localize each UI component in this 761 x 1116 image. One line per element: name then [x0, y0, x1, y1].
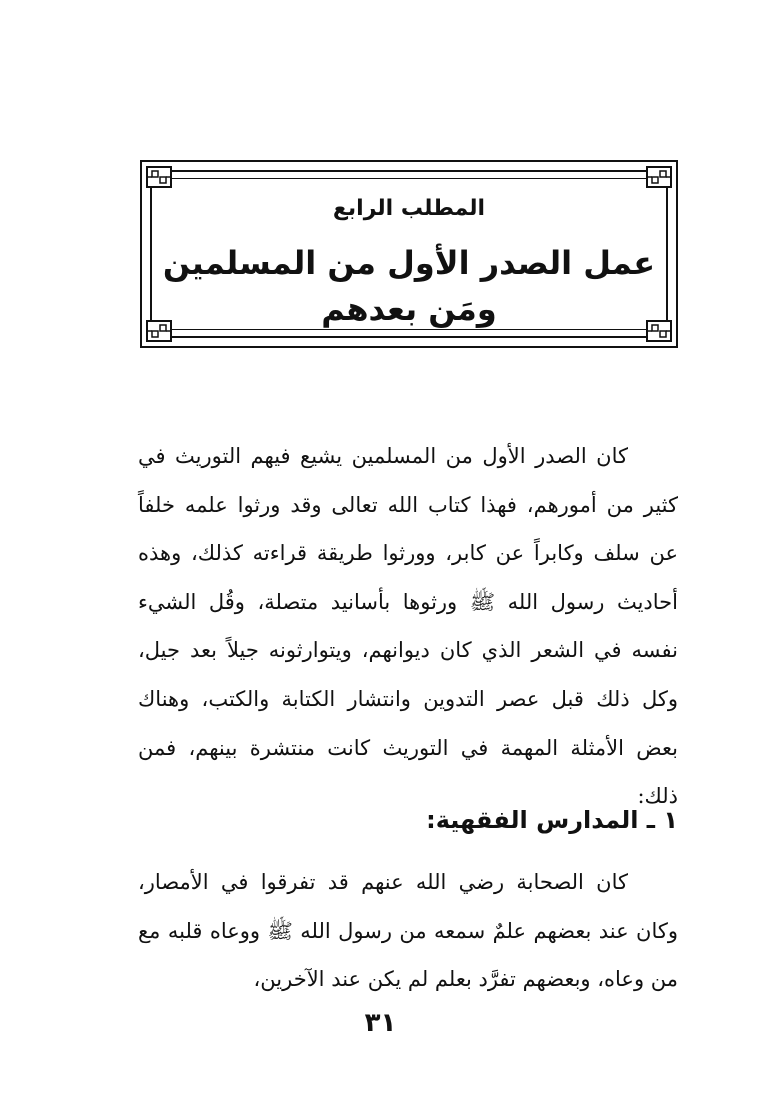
title-block — [142, 162, 676, 346]
section-label: المطلب الرابع — [332, 196, 486, 221]
page-number: ٣١ — [364, 1008, 397, 1038]
chapter-title-line2: ومَن بعدهم — [321, 290, 497, 328]
chapter-title-line1: عمل الصدر الأول من المسلمين — [162, 244, 656, 282]
chapter-title — [142, 240, 676, 332]
intro-paragraph-text: كان الصدر الأول من المسلمين يشيع فيهم التوريث في كثير من أمورهم، فهذا كتاب الله تعالى وقد ورثوا علمه خلفاً عن سلف وكابراً عن كابر، وورثوا طريقة قراءته كذلك، وهذه أحاديث رسول الله ﷺ ورثوها بأسانيد متصلة، وقُل الشيء نفسه في الشعر الذي كان ديوانهم، ويتوارثونه جيلاً بعد جيل، وكل ذلك قبل عصر التدوين وانتشار الكتابة والكتب، وهناك بعض الأمثلة المهمة في التوريث كانت منتشرة بينهم، فمن ذلك: — [138, 444, 678, 809]
intro-paragraph — [138, 432, 678, 821]
title-frame — [140, 160, 678, 348]
section-heading: ١ ـ المدارس الفقهية: — [426, 806, 678, 834]
section-paragraph — [138, 858, 678, 1004]
section-paragraph-text: كان الصحابة رضي الله عنهم قد تفرقوا في الأمصار، وكان عند بعضهم علمٌ سمعه من رسول الله ﷺ ووعاه قلبه مع من وعاه، وبعضهم تفرَّد بعلم لم يكن عند الآخرين، — [138, 870, 678, 992]
